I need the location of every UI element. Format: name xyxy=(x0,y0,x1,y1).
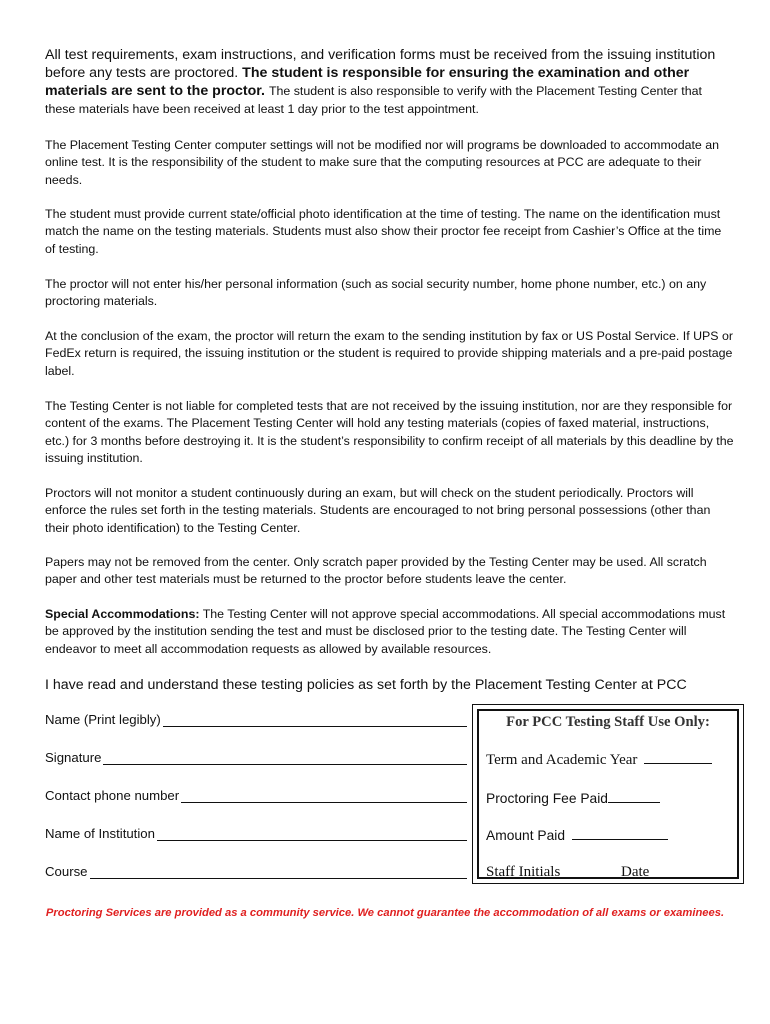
phone-field[interactable] xyxy=(45,788,467,803)
intro-text-continued: The student is also responsible to verify with the Placement Testing Center that these materials have been received at least 1 day prior to the test appointment. xyxy=(45,84,702,116)
amount-line[interactable] xyxy=(572,827,668,840)
phone-label: Contact phone number xyxy=(45,788,180,803)
institution-label: Name of Institution xyxy=(45,826,155,841)
acknowledgement-statement: I have read and understand these testing policies as set forth by the Placement Testing Center at PCC xyxy=(45,677,687,693)
institution-field[interactable] xyxy=(45,826,467,841)
term-field[interactable] xyxy=(486,751,712,769)
intro-paragraph xyxy=(45,46,735,118)
special-accommodations-paragraph xyxy=(45,606,735,658)
policy-paragraph: Papers may not be removed from the center. Only scratch paper provided by the Testing Center may be used. All scratch paper and other test materials must be returned to the proctor before students leave the center. xyxy=(45,555,707,587)
name-line[interactable] xyxy=(163,712,467,727)
staff-use-box xyxy=(472,704,744,884)
initials-label: Staff Initials xyxy=(486,864,561,880)
staff-box-title: For PCC Testing Staff Use Only: xyxy=(506,714,710,730)
intro-bold-text: The student is responsible for ensuring the examination and other materials are sent to the proctor. xyxy=(45,65,690,99)
course-field[interactable] xyxy=(45,864,467,879)
signature-label: Signature xyxy=(45,750,102,765)
special-accommodations-text: The Testing Center will not approve special accommodations. All special accommodations must be approved by the institution sending the test and must be disclosed prior to the testing date. The Testing Center will endeavor to meet all accommodation requests as allowed by available resources. xyxy=(45,607,726,656)
date-label: Date xyxy=(621,864,650,880)
policy-paragraph: The Placement Testing Center computer settings will not be modified nor will programs be downloaded to accommodate an online test. It is the responsibility of the student to make sure that the computing resources at PCC are adequate to their needs. xyxy=(45,138,720,187)
term-label: Term and Academic Year xyxy=(486,752,638,768)
intro-text: All test requirements, exam instructions, and verification forms must be received from the issuing institution before any tests are proctored. xyxy=(45,47,716,81)
policy-paragraph: Proctors will not monitor a student continuously during an exam, but will check on the student periodically. Proctors will enforce the rules set forth in the testing materials. Students are encouraged to not bring personal possessions (other than their photo identification) to the Testing Center. xyxy=(45,486,711,535)
course-line[interactable] xyxy=(90,864,467,879)
name-label: Name (Print legibly) xyxy=(45,712,161,727)
course-label: Course xyxy=(45,864,88,879)
special-accommodations-label: Special Accommodations: xyxy=(45,607,200,621)
fee-label: Proctoring Fee Paid xyxy=(486,791,608,806)
name-field[interactable] xyxy=(45,712,467,727)
policy-paragraph: The student must provide current state/official photo identification at the time of testing. The name on the identification must match the name on the testing materials. Students must also show their proctor fee receipt from Cashier’s Office at the time of testing. xyxy=(45,207,722,256)
amount-label: Amount Paid xyxy=(486,828,565,843)
policy-paragraph: The Testing Center is not liable for completed tests that are not received by the issuing institution, nor are they responsible for content of the exams. The Placement Testing Center will hold any testing materials (copies of faxed material, instructions, etc.) for 3 months before destroying it. It is the student’s responsibility to confirm receipt of all materials by this deadline by the issuing institution. xyxy=(45,399,734,466)
footer-disclaimer: Proctoring Services are provided as a community service. We cannot guarantee the accommodation of all exams or examinees. xyxy=(45,907,725,919)
initials-date-row[interactable] xyxy=(486,864,716,881)
policy-paragraph: The proctor will not enter his/her personal information (such as social security number, home phone number, etc.) on any proctoring materials. xyxy=(45,277,707,309)
term-line[interactable] xyxy=(644,751,712,764)
fee-line[interactable] xyxy=(608,790,660,803)
policy-paragraph: At the conclusion of the exam, the proctor will return the exam to the sending institution by fax or US Postal Service. If UPS or FedEx return is required, the issuing institution or the student is required to provide shipping materials and a pre-paid postage label. xyxy=(45,329,734,378)
institution-line[interactable] xyxy=(157,826,467,841)
amount-field[interactable] xyxy=(486,827,668,843)
phone-line[interactable] xyxy=(181,788,467,803)
fee-field[interactable] xyxy=(486,790,660,806)
signature-field[interactable] xyxy=(45,750,467,765)
signature-line[interactable] xyxy=(103,750,467,765)
